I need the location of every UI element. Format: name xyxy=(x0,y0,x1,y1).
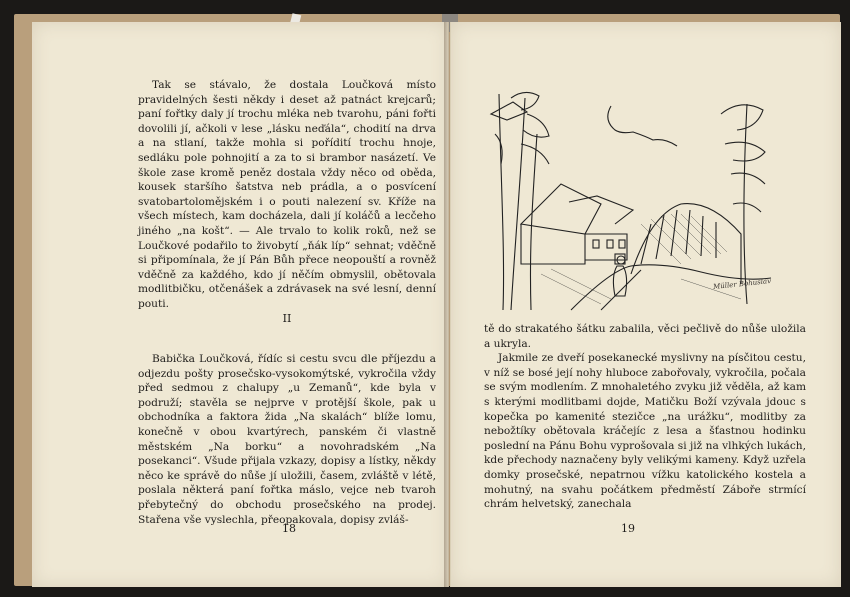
left-text-top xyxy=(138,78,436,312)
illustrator-signature: Müller Bohuslav xyxy=(712,276,772,292)
paragraph: Babička Loučková, řídíc si cestu svcu dle příjezdu a odjezdu pošty prosečsko-vysokomýtské, vykročila vždy před sedmou z chalupy „u Zemanů“, kde byla v podruží; stavěla se nejprve v protější škole, pak u obchodníka a faktora žida „Na skalách“ blíže lomu, konečně v obou kvartýrech, panském či vlastně městském „Na borku“ a novohradském „Na posekanci“. Všude přijala vzkazy, dopisy a lístky, někdy něco ke správě do nůše jí uložili, časem, zvláště v létě, poslala některá paní fořtka máslo, vejce neb tvaroh přebytečný do obchodu prosečského na prodej. Stařena vše vyslechla, přeopakovala, dopisy zvláš- xyxy=(138,353,436,526)
left-page xyxy=(32,22,449,587)
chapter-heading: II xyxy=(282,312,292,325)
paragraph: Jakmile ze dveří posekanecké myslivny na písčitou cestu, v níž se bosé její nohy hluboce zabořovaly, vykročila, počala se svým modlením. Z mnohaletého zvyku již věděla, až kam s kterými modlitbami dojde, Matičku Boží vzývala jdouc s kopečka po kamenité stezičce „na urážku“, modlitby za nebožtíky obětovala kráčejíc z lesa a šťastnou hodinku poslední na Pánu Bohu vyprošovala si již na vlhkých lukách, kde přechody naznačeny byly velikými kameny. Když uzřela domky prosečské, nepatrnou vížku katolického kostela a mohutný, na svahu počátkem předměstí Záboře strmící chrám helvetský, zanechala xyxy=(484,352,806,511)
forest-house-illustration xyxy=(481,74,777,312)
paragraph: Tak se stávalo, že dostala Loučková místo pravidelných šesti někdy i deset až patnáct krejcarů; paní fořtky daly jí trochu mléka neb tvarohu, páni fořti dovolili jí, ačkoli v lese „lásku neďála“, chodití na drva a na stlaní, takže mohla si pořídití trochu hnoje, sedláku pole pohnojití a za to si brambor nasázetí. Ve škole zase kromě peněz dostala vždy něco od oběda, kousek staršího šatstva neb prádla, a o posvícení svatobartolomějském i o pouti nalezení sv. Kříže na všech místech, kam docházela, dali jí koláčů a lecčeho jiného „na košt“. — Ale trvalo to kolik roků, než se Loučkové podařilo to živobytí „ňák líp“ sehnat; vděčně si připomínala, že jí Pán Bůh přece neopouští a rovněž vděčně za každého, kdo jí něčím obmyslil, obětovala modlitbičku, otčenášek a zdrávasek na své lesní, denní pouti. xyxy=(138,79,436,310)
right-text xyxy=(484,322,806,512)
sketch-drawing xyxy=(481,74,777,312)
right-page xyxy=(450,22,841,587)
left-text-bottom xyxy=(138,352,436,527)
open-book xyxy=(14,14,840,586)
page-number-right: 19 xyxy=(621,522,635,535)
page-number-left: 18 xyxy=(282,522,296,535)
paragraph-continuation: tě do strakatého šátku zabalila, věci pečlivě do nůše uložila a ukryla. xyxy=(484,323,806,350)
